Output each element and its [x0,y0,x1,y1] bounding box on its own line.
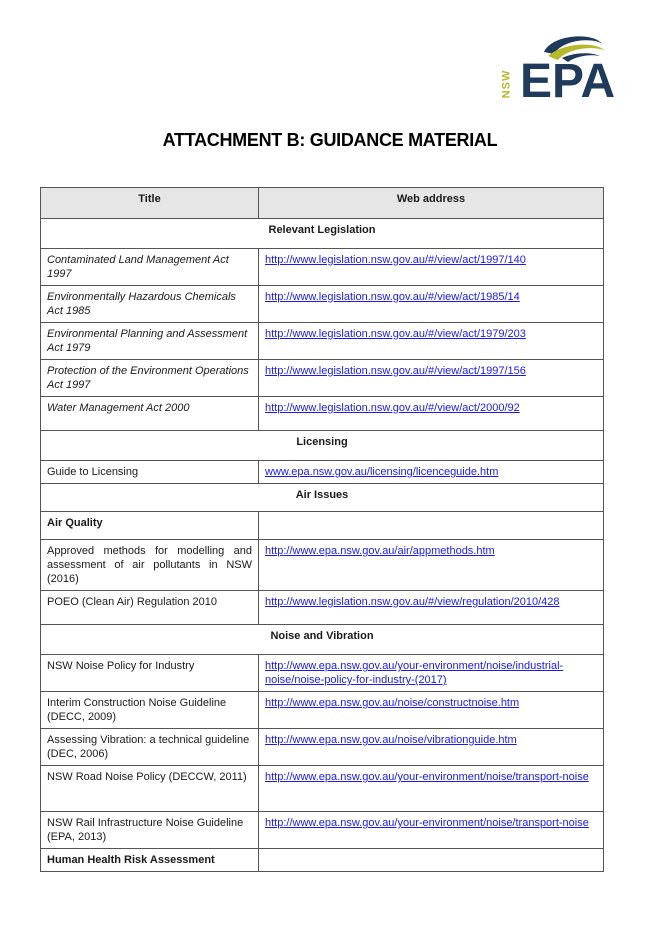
table-row [41,729,604,766]
subsection-air-quality: Air Quality [41,512,259,540]
row-link[interactable]: http://www.legislation.nsw.gov.au/#/view/act/2000/92 [265,402,520,414]
row-title: Assessing Vibration: a technical guideline (DEC, 2006) [41,729,259,766]
row-title: Protection of the Environment Operations Act 1997 [41,360,259,397]
row-link[interactable]: http://www.epa.nsw.gov.au/air/appmethods.htm [265,545,495,557]
row-title: Interim Construction Noise Guideline (DECC, 2009) [41,692,259,729]
table-row [41,286,604,323]
logo-epa-text: EPA [520,55,616,108]
guidance-table [40,187,604,872]
section-row [41,431,604,461]
row-title: NSW Rail Infrastructure Noise Guideline (EPA, 2013) [41,812,259,849]
table-row [41,812,604,849]
table-row [41,461,604,484]
row-title: NSW Noise Policy for Industry [41,655,259,692]
row-link[interactable]: www.epa.nsw.gov.au/licensing/licenceguide.htm [265,466,499,478]
row-title: NSW Road Noise Policy (DECCW, 2011) [41,766,259,812]
subsection-human-health: Human Health Risk Assessment [41,849,259,872]
row-link[interactable]: http://www.legislation.nsw.gov.au/#/view/act/1979/203 [265,328,526,340]
logo-nsw-text: NSW [500,69,513,99]
section-row [41,625,604,655]
table-row [41,766,604,812]
section-air-issues: Air Issues [41,484,604,512]
table-row [41,397,604,431]
section-licensing: Licensing [41,431,604,461]
section-row [41,484,604,512]
section-noise-and-vibration: Noise and Vibration [41,625,604,655]
subsection-row [41,849,604,872]
epa-logo [500,30,626,112]
row-link[interactable]: http://www.epa.nsw.gov.au/your-environment/noise/transport-noise [265,817,589,829]
row-title: Contaminated Land Management Act 1997 [41,249,259,286]
table-row [41,249,604,286]
row-link[interactable]: http://www.epa.nsw.gov.au/noise/constructnoise.htm [265,697,520,709]
subsection-row [41,512,604,540]
row-title: Environmental Planning and Assessment Act 1979 [41,323,259,360]
table-row [41,360,604,397]
row-link[interactable]: http://www.epa.nsw.gov.au/your-environment/noise/industrial-noise/noise-policy-for-industry-(2017) [265,660,564,686]
row-link[interactable]: http://www.epa.nsw.gov.au/your-environment/noise/transport-noise [265,771,589,783]
header-title: Title [41,188,259,219]
row-link[interactable]: http://www.legislation.nsw.gov.au/#/view/act/1997/156 [265,365,526,377]
table-header-row [41,188,604,219]
row-title: Environmentally Hazardous Chemicals Act 1985 [41,286,259,323]
table-row [41,540,604,591]
empty-cell [259,849,604,872]
row-link[interactable]: http://www.legislation.nsw.gov.au/#/view/act/1985/14 [265,291,520,303]
row-title: Water Management Act 2000 [41,397,259,431]
table-row [41,692,604,729]
table-row [41,591,604,625]
row-title: Approved methods for modelling and assessment of air pollutants in NSW (2016) [41,540,259,591]
table-row [41,655,604,692]
section-relevant-legislation: Relevant Legislation [41,219,604,249]
table-row [41,323,604,360]
row-title: Guide to Licensing [41,461,259,484]
empty-cell [259,512,604,540]
section-row [41,219,604,249]
row-title: POEO (Clean Air) Regulation 2010 [41,591,259,625]
row-link[interactable]: http://www.legislation.nsw.gov.au/#/view/regulation/2010/428 [265,596,560,608]
row-link[interactable]: http://www.epa.nsw.gov.au/noise/vibrationguide.htm [265,734,517,746]
header-web-address: Web address [259,188,604,219]
page-title: ATTACHMENT B: GUIDANCE MATERIAL [162,130,498,150]
row-link[interactable]: http://www.legislation.nsw.gov.au/#/view/act/1997/140 [265,254,526,266]
